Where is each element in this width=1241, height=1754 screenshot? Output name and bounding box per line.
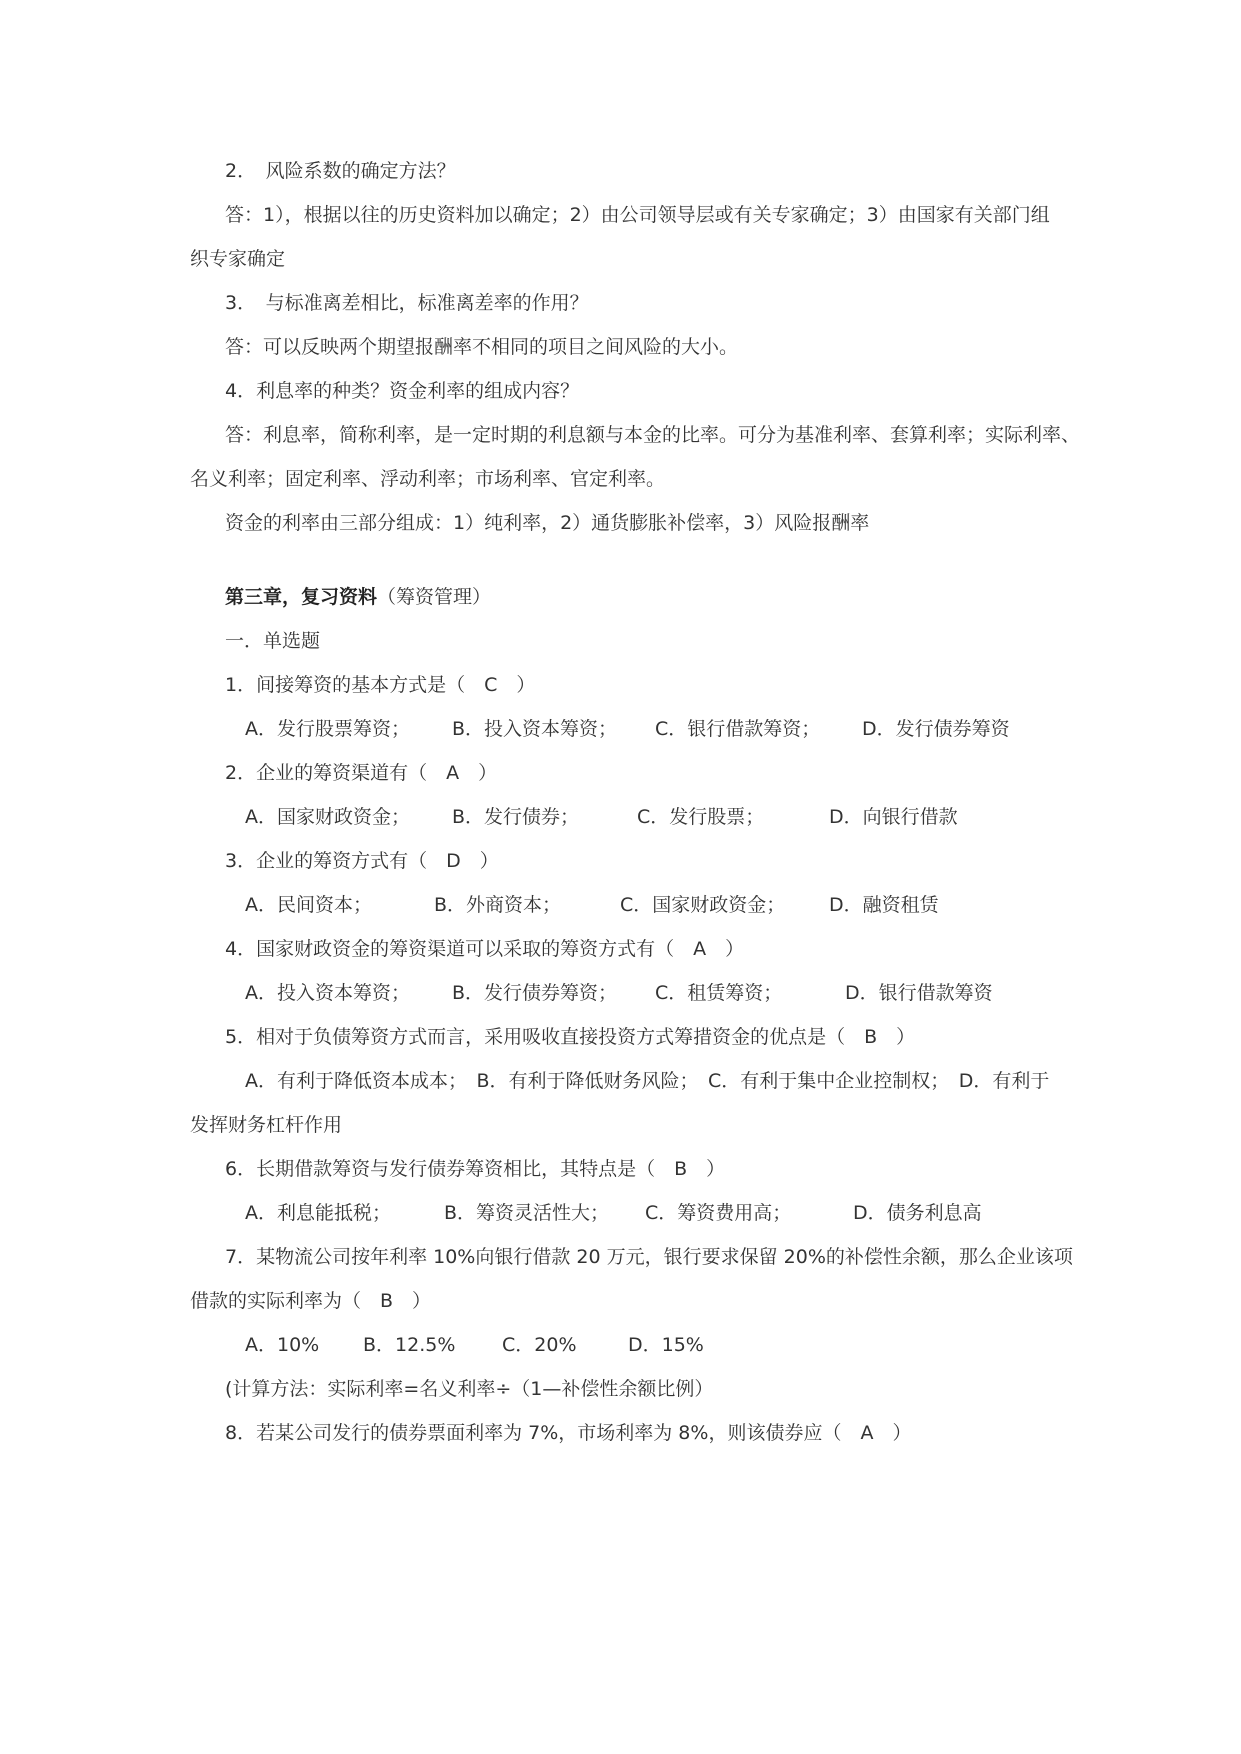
mc1-option-a: A．发行股票筹资； — [245, 718, 410, 740]
mc6-option-b: B．筹资灵活性大； — [444, 1202, 610, 1224]
mc1-question: 1．间接筹资的基本方式是（ C ） — [225, 674, 536, 696]
mc6-option-d: D．债务利息高 — [853, 1202, 982, 1224]
mc3-option-d: D．融资租赁 — [829, 894, 939, 916]
mc7-question-line-1: 7．某物流公司按年利率 10%向银行借款 20 万元，银行要求保留 20%的补偿性余额，那么企业该项 — [225, 1246, 1073, 1268]
mc4-option-a: A．投入资本筹资； — [245, 982, 410, 1004]
mc2-option-c: C．发行股票； — [637, 806, 765, 828]
mc5-question: 5．相对于负债筹资方式而言，采用吸收直接投资方式筹措资金的优点是（ B ） — [225, 1026, 916, 1048]
question-3: 3． 与标准离差相比，标准离差率的作用？ — [225, 292, 589, 314]
question-4: 4．利息率的种类？资金利率的组成内容？ — [225, 380, 580, 402]
mc8-question: 8．若某公司发行的债券票面利率为 7%，市场利率为 8%，则该债券应（ A ） — [225, 1422, 912, 1444]
answer-3: 答：可以反映两个期望报酬率不相同的项目之间风险的大小。 — [225, 336, 739, 358]
mc3-question: 3．企业的筹资方式有（ D ） — [225, 850, 499, 872]
mc2-option-a: A．国家财政资金； — [245, 806, 410, 828]
mc7-option-c: C．20% — [502, 1334, 577, 1356]
mc2-option-d: D．向银行借款 — [829, 806, 958, 828]
section-heading: 一．单选题 — [225, 630, 321, 652]
mc7-option-a: A．10% — [245, 1334, 320, 1356]
answer-4-line-3: 资金的利率由三部分组成：1）纯利率，2）通货膨胀补偿率，3）风险报酬率 — [225, 512, 870, 534]
answer-2-line-1: 答：1），根据以往的历史资料加以确定；2）由公司领导层或有关专家确定；3）由国家有关部门组 — [225, 204, 1050, 226]
mc7-question-line-2: 借款的实际利率为（ B ） — [190, 1290, 432, 1312]
mc6-option-c: C．筹资费用高； — [645, 1202, 792, 1224]
mc7-option-d: D．15% — [628, 1334, 704, 1356]
mc4-option-b: B．发行债券筹资； — [452, 982, 618, 1004]
mc1-option-c: C．银行借款筹资； — [655, 718, 821, 740]
mc1-option-d: D．发行债券筹资 — [862, 718, 1010, 740]
mc7-option-b: B．12.5% — [363, 1334, 456, 1356]
mc3-option-c: C．国家财政资金； — [620, 894, 786, 916]
mc3-option-b: B．外商资本； — [434, 894, 562, 916]
chapter-subtitle: （筹资管理） — [377, 586, 492, 608]
chapter-title: 第三章，复习资料 — [225, 586, 378, 608]
mc4-option-c: C．租赁筹资； — [655, 982, 783, 1004]
answer-4-line-1: 答：利息率，简称利率，是一定时期的利息额与本金的比率。可分为基准利率、套算利率；实际利率、 — [225, 424, 1081, 446]
chapter-heading — [225, 584, 491, 610]
mc6-option-a: A．利息能抵税； — [245, 1202, 391, 1224]
mc2-question: 2．企业的筹资渠道有（ A ） — [225, 762, 498, 784]
answer-4-line-2: 名义利率；固定利率、浮动利率；市场利率、官定利率。 — [190, 468, 666, 490]
mc2-option-b: B．发行债券； — [452, 806, 580, 828]
mc4-question: 4．国家财政资金的筹资渠道可以采取的筹资方式有（ A ） — [225, 938, 745, 960]
answer-2-line-2: 织专家确定 — [190, 248, 286, 270]
question-2: 2． 风险系数的确定方法？ — [225, 160, 456, 182]
mc5-options-line-1: A．有利于降低资本成本； B．有利于降低财务风险； C．有利于集中企业控制权； D．有利于 — [245, 1070, 1050, 1092]
mc6-question: 6．长期借款筹资与发行债券筹资相比，其特点是（ B ） — [225, 1158, 726, 1180]
calculation-note: (计算方法：实际利率=名义利率÷（1—补偿性余额比例） — [225, 1378, 714, 1400]
mc5-options-line-2: 发挥财务杠杆作用 — [190, 1114, 343, 1136]
mc4-option-d: D．银行借款筹资 — [845, 982, 993, 1004]
mc3-option-a: A．民间资本； — [245, 894, 372, 916]
mc1-option-b: B．投入资本筹资； — [452, 718, 618, 740]
